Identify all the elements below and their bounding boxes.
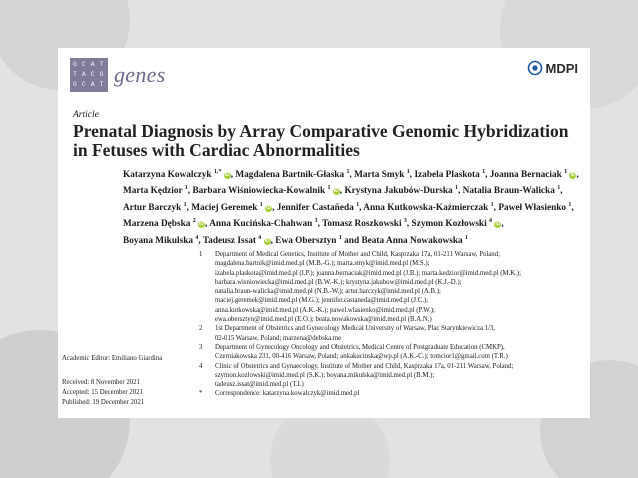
orcid-icon[interactable]: iD [199,221,205,228]
author [354,170,414,180]
author-separator: and [341,235,362,246]
author-line [123,166,583,182]
author-affiliation-mark: 1 [465,234,469,241]
author-affiliation-mark: 1 [568,201,572,208]
author-name: Natalia Braun-Walicka [462,186,558,197]
author-name: Tomasz Roszkowski [322,219,404,230]
author-affiliation-mark: 4 [258,234,262,241]
author [203,236,275,246]
author-name: Krystyna Jakubów-Durska [344,186,455,197]
author-name: Ewa Obersztyn [275,235,339,246]
affiliation-text [215,250,584,324]
author [123,236,203,246]
affiliation-line: ewa.obersztyn@imid.med.pl (E.O.); beata.nowakowska@imid.med.pl (B.A.N.) [215,316,432,324]
author-name: Marzena Dębska [123,219,193,230]
affiliation-text [215,324,584,343]
author-affiliation-mark: 1 [356,201,360,208]
article-title: Prenatal Diagnosis by Array Comparative Genomic Hybridization in Fetuses with Cardiac Abnormalities [73,121,569,160]
affiliation-line: maciej.geremek@imid.med.pl (M.G.); jennifer.castaneda@imid.med.pl (J.C.); [215,297,429,305]
author [363,203,498,213]
author-name: Paweł Własienko [498,202,569,213]
affiliation-number: 1 [199,251,203,258]
author-separator: , [493,202,499,213]
author [414,170,489,180]
author-affiliation-mark: 3 [403,218,407,225]
author-separator: , [576,170,579,181]
author-affiliation-mark: 1 [482,169,486,175]
author-name: Jennifer Castañeda [276,202,357,213]
article-page [58,48,590,418]
author-affiliation-mark: 3 [314,218,318,225]
logo-line: G C A T [73,61,105,68]
author-name: Szymon Kozłowski [411,219,490,230]
author-separator: , [485,170,490,181]
author [277,203,364,213]
affiliation-line: Czerniakowska 231, 00-416 Warsaw, Poland; ankakucinska@wp.pl (A.K.-C.); tomcior1@gmail.com (T.R.) [215,353,508,361]
author-name: Barbara Wiśniowiecka-Kowalnik [192,186,328,197]
author-separator: , [501,219,504,230]
author-affiliation-mark: 1 [557,185,561,192]
journal-logo [70,58,166,92]
received-date: Received: 8 November 2021 [62,379,140,386]
affiliation-item [199,389,584,398]
author-separator: , [458,186,463,197]
author [344,186,462,196]
journal-logo-mark [70,58,108,92]
orcid-icon[interactable]: iD [224,172,230,179]
author-affiliation-mark: 1 [259,201,263,208]
publisher-logo [527,60,579,76]
orcid-icon[interactable]: iD [333,188,339,195]
author-separator: , [339,186,345,197]
author-list [123,166,583,248]
affiliation-item [199,362,584,390]
affiliation-number: 3 [199,343,203,351]
author [322,219,411,229]
author-name: Marta Kędzior [123,186,185,197]
author [498,203,573,213]
author [490,170,579,180]
author [123,219,209,229]
affiliation-line: Department of Gynecology Oncology and Obstetrics, Medical Centre of Postgraduate Education (CMKP), [215,343,505,351]
affiliation-line: 02-015 Warsaw, Poland; marzena@debska.me [215,334,342,342]
author-separator: , [406,219,412,230]
author-affiliation-mark: 1 [183,201,187,208]
author-affiliation-mark: 2 [192,218,196,225]
author-affiliation-mark: 1 [455,185,458,192]
author-name: Katarzyna Kowalczyk [123,170,214,181]
author-affiliation-mark: 1 [406,169,410,175]
affiliation-line: tadeusz.issat@imid.med.pl (T.I.) [215,381,304,389]
author-line [123,232,583,248]
author-name: Beata Anna Nowakowska [361,235,466,246]
author [412,219,504,229]
accepted-date: Accepted: 15 December 2021 [62,389,143,396]
author [191,203,276,213]
author-separator: , [186,202,192,213]
published-date: Published: 19 December 2021 [62,399,145,406]
author [209,219,322,229]
affiliation-line: szymon.kozlowski@imid.med.pl (S.K.); boyana.mikulska@imid.med.pl (B.M.); [215,371,435,379]
author-separator: , [198,235,203,246]
affiliation-text [215,362,584,390]
affiliation-number: 4 [199,362,203,370]
author-line [123,215,583,231]
author-affiliation-mark: 4 [195,234,199,241]
affiliations [199,250,584,399]
author-separator: , [409,170,415,181]
author-affiliation-mark: 1 [184,185,188,192]
author [123,203,191,213]
author-affiliation-mark: 1 [564,169,568,175]
author-separator: , [270,235,276,246]
author-affiliation-mark: 1,* [213,169,222,175]
orcid-icon[interactable]: iD [495,221,501,228]
author [275,236,361,246]
author-affiliation-mark: 1 [327,185,331,192]
publisher-name: MDPI [545,60,578,76]
affiliation-line: anna.kutkowska@imid.med.pl (A.K.-K.); pawel.wlasienko@imid.med.pl (P.W.); [215,306,435,314]
article-type: Article [73,110,99,120]
affiliation-number: * [199,390,203,398]
academic-editor: Academic Editor: Emiliano Giardina [62,355,163,362]
author-name: Tadeusz Issat [202,235,259,246]
mdpi-icon [527,60,543,76]
author-name: Boyana Mikulska [123,235,196,246]
author [361,236,468,246]
author-name: Marta Smyk [354,170,407,181]
author-name: Anna Kucińska-Chahwan [209,219,315,230]
author-separator: , [230,170,236,181]
author [235,170,354,180]
author-separator: , [272,202,277,213]
logo-line: G C A T [73,81,105,88]
affiliation-number: 2 [199,325,203,333]
orcid-icon[interactable]: iD [266,204,272,211]
logo-line: T A C G [73,71,105,78]
affiliation-line: natalia.braun-walicka@imid.med.pl (N.B.-W.); artur.barczyk@imid.med.pl (A.B.); [215,288,441,296]
affiliation-line: 1st Department of Obstetrics and Gynecology Medical University of Warsaw, Plac Starynkiewicza 1/3, [215,325,496,333]
affiliation-text [215,389,584,398]
affiliation-item [199,324,584,343]
author-affiliation-mark: 1 [346,169,350,175]
orcid-icon[interactable]: iD [570,172,576,179]
author-name: Anna Kutkowska-Kaźmierczak [363,202,491,213]
author-separator: , [560,186,563,197]
author [123,186,192,196]
author-name: Artur Barczyk [123,202,184,213]
author-separator: , [359,202,364,213]
orcid-icon[interactable]: iD [264,237,270,244]
author-affiliation-mark: 4 [489,218,493,225]
affiliation-line: izabela.plaskota@imid.med.pl (I.P.); joanna.bernaciak@imid.med.pl (J.B.); marta.kedzior@imid.med.pl (M.K.); [215,269,522,277]
author-name: Maciej Geremek [191,202,260,213]
author [123,170,235,180]
author-affiliation-mark: 1 [338,234,342,241]
author-affiliation-mark: 1 [490,201,494,208]
affiliation-line: Department of Medical Genetics, Institute of Mother and Child, Kasprzaka 17a, 01-211 Warsaw, Poland; [215,251,500,258]
affiliation-line: magdalena.bartnik@imid.med.pl (M.B.-G.); marta.smyk@imid.med.pl (M.S.); [215,260,430,268]
author [192,186,344,196]
affiliation-line: Correspondence: katarzyna.kowalczyk@imid.med.pl [215,390,360,398]
author-separator: , [349,170,355,181]
author-separator: , [571,202,574,213]
affiliation-item [199,250,584,324]
author-separator: , [187,186,193,197]
author-line [123,182,583,198]
author-name: Magdalena Bartnik-Głaska [235,170,347,181]
author [463,186,563,196]
author-separator: , [317,219,323,230]
affiliation-item [199,343,584,362]
author-line [123,199,583,215]
affiliation-text [215,343,584,362]
affiliation-line: Clinic of Obstetrics and Gynaecology, Institute of Mother and Child, Kasprzaka 17a, 01-211 Warsaw, Poland; [215,362,514,370]
author-name: Joanna Bernaciak [489,170,565,181]
journal-name: genes [114,62,166,87]
author-name: Izabela Plaskota [414,170,483,181]
author-separator: , [205,219,210,230]
affiliation-line: barbara.wisniowiecka@imid.med.pl (B.W.-K.); krystyna.jakubow@imid.med.pl (K.J.-D.); [215,278,462,286]
